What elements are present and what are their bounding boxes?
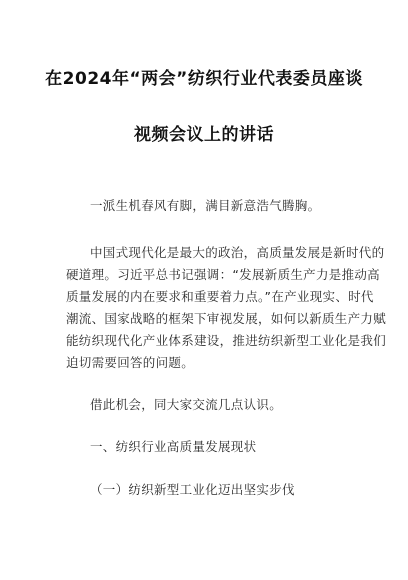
body-paragraph-line: 潮流、国家战略的框架下审视发展，如何以新质生产力赋 (66, 311, 387, 326)
subsection-heading: （一）纺织新型工业化迈出坚实步伐 (90, 482, 295, 497)
body-paragraph-line: 中国式现代化是最大的政治，高质量发展是新时代的 (90, 245, 385, 260)
body-paragraph-line: 迫切需要回答的问题。 (66, 355, 195, 370)
opening-paragraph: 一派生机春风有脚，满目新意浩气腾胸。 (90, 198, 321, 213)
transition-paragraph: 借此机会，同大家交流几点认识。 (90, 397, 283, 412)
body-paragraph-line: 硬道理。习近平总书记强调：“发展新质生产力是推动高 (66, 267, 380, 282)
section-heading: 一、纺织行业高质量发展现状 (90, 439, 257, 454)
body-paragraph-line: 质量发展的内在要求和重要着力点。”在产业现实、时代 (66, 289, 374, 304)
document-title-line-1: 在2024年“两会”纺织行业代表委员座谈 (45, 69, 363, 89)
body-paragraph-line: 能纺织现代化产业体系建设，推进纺织新型工业化是我们 (66, 333, 387, 348)
document-title-line-2: 视频会议上的讲话 (134, 125, 274, 145)
